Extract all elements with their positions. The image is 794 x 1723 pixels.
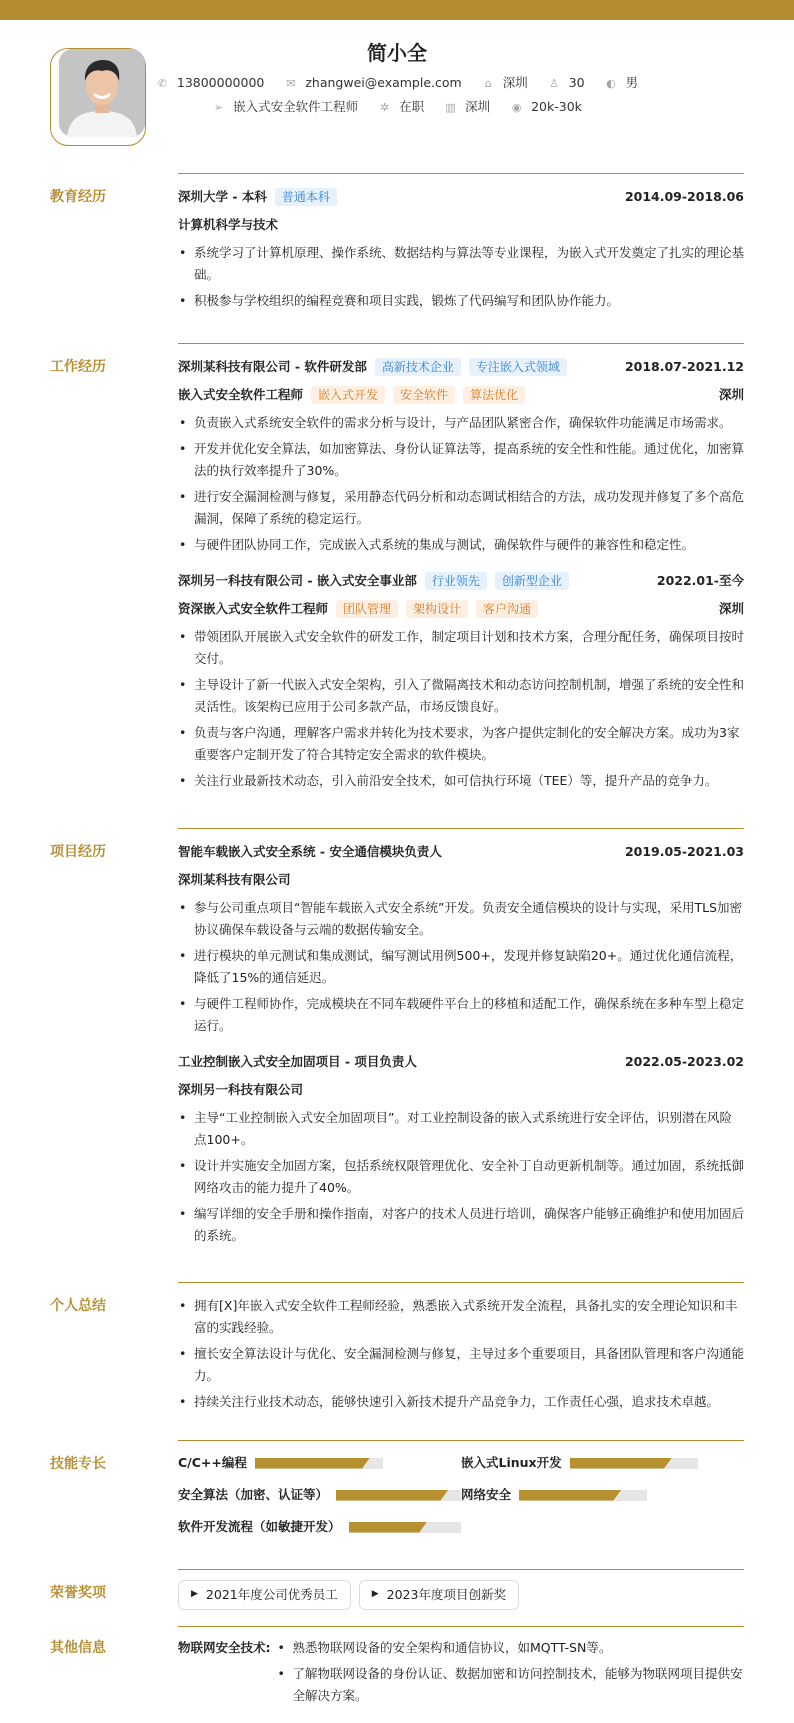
top-accent-bar [0,0,794,20]
list-item: • 进行安全漏洞检测与修复，采用静态代码分析和动态调试相结合的方法，成功发现并修复了多个高危漏洞，保障了系统的稳定运行。 [178,486,744,530]
project-bullets [178,897,744,1037]
skill-bar [570,1458,698,1469]
role-name: 嵌入式安全软件工程师 [178,386,304,402]
skill-item [178,1479,461,1511]
status-item [378,98,424,117]
project-entry [178,1051,744,1247]
list-item: • 与硬件工程师协作，完成模块在不同车载硬件平台上的移植和适配工作，确保系统在多种车型上稳定运行。 [178,993,744,1037]
skill-item [461,1447,744,1479]
role-tag: 安全软件 [393,386,455,404]
role-tag: 嵌入式开发 [311,386,385,404]
list-item: • 主导“工业控制嵌入式安全加固项目”。对工业控制设备的嵌入式系统进行安全评估，识别潜在风险点100+。 [178,1107,744,1151]
project-header-row [178,841,744,863]
list-item: • 了解物联网设备的身份认证、数据加密和访问控制技术，能够为物联网项目提供安全解决方案。 [277,1663,745,1707]
skill-name: 嵌入式Linux开发 [461,1454,562,1470]
work-entry [178,356,744,556]
mail-icon: ✉ [286,77,296,90]
project-company: 深圳某科技有限公司 [178,871,291,887]
project-date: 2019.05-2021.03 [624,843,744,859]
work-title: 工作经历 [50,359,106,375]
skill-bar-fill [336,1490,448,1501]
work-date: 2022.01-至今 [656,572,744,588]
city-value: 深圳 [502,75,528,90]
work-body [178,343,744,802]
project-header-row [178,1051,744,1073]
award-name: 2021年度公司优秀员工 [205,1586,338,1602]
gender-icon: ◐ [606,77,616,90]
other-body [178,1626,744,1711]
role-name: 资深嵌入式安全软件工程师 [178,600,329,616]
skill-bar [255,1458,383,1469]
cake-icon: ♙ [549,77,560,90]
list-item: • 与硬件团队协同工作，完成嵌入式系统的集成与测试，确保软件与硬件的兼容性和稳定性。 [178,534,744,556]
awards-title: 荣誉奖项 [50,1585,106,1601]
gender-value: 男 [625,75,639,90]
work-bullets [178,412,744,556]
project-date: 2022.05-2023.02 [624,1053,744,1069]
skills-body [178,1440,744,1543]
list-item: • 拥有[X]年嵌入式安全软件工程师经验，熟悉嵌入式系统开发全流程，具备扎实的安全理论知识和丰富的实践经验。 [178,1295,744,1339]
company-tag: 专注嵌入式领域 [469,358,567,376]
project-name: 工业控制嵌入式安全加固项目 - 项目负责人 [178,1053,417,1069]
play-icon: ▶ [371,1589,379,1600]
role-tag: 团队管理 [336,600,398,618]
send-icon: ➢ [213,101,224,114]
age-item [548,74,585,93]
company-name: 深圳某科技有限公司 - 软件研发部 [178,358,367,374]
education-date: 2014.09-2018.06 [624,188,744,204]
age-value: 30 [568,75,585,90]
salary-item [510,98,582,117]
skills-title: 技能专长 [50,1456,106,1472]
company-tag: 行业领先 [425,572,487,590]
summary-bullets [178,1295,744,1413]
other-title: 其他信息 [50,1640,106,1656]
skill-name: 网络安全 [461,1486,512,1502]
work-bullets [178,626,744,792]
skill-name: C/C++编程 [178,1454,247,1470]
major: 计算机科学与技术 [178,216,279,232]
status-icon: ✲ [379,101,390,114]
other-label: 物联网安全技术: [178,1640,271,1655]
list-item: • 关注行业最新技术动态，引入前沿安全技术，如可信执行环境（TEE）等，提升产品的竞争力。 [178,770,744,792]
list-item: • 参与公司重点项目“智能车载嵌入式安全系统”开发。负责安全通信模块的设计与实现，采用TLS加密协议确保车载设备与云端的数据传输安全。 [178,897,744,941]
list-item: • 编写详细的安全手册和操作指南，对客户的技术人员进行培训，确保客户能够正确维护和使用加固后的系统。 [178,1203,744,1247]
education-bullets [178,242,744,312]
role-tag: 架构设计 [406,600,468,618]
work-location: 深圳 [718,386,744,402]
job-title-value: 嵌入式安全软件工程师 [233,99,359,114]
work-location: 深圳 [718,600,744,616]
list-item: • 擅长安全算法设计与优化、安全漏洞检测与修复，主导过多个重要项目，具备团队管理和客户沟通能力。 [178,1343,744,1387]
skill-bar [336,1490,461,1501]
other-content [178,1637,744,1711]
contact-info-row [0,74,794,93]
job-title-item [212,98,358,117]
phone-item [156,74,264,93]
skills-list [178,1447,744,1543]
work-entry-header [178,570,744,592]
project-name: 智能车载嵌入式安全系统 - 安全通信模块负责人 [178,843,442,859]
education-header-row [178,186,744,208]
role-tag: 客户沟通 [476,600,538,618]
city-item [482,74,528,93]
list-item: • 熟悉物联网设备的安全架构和通信协议，如MQTT-SN等。 [277,1637,745,1659]
phone-icon: ✆ [157,77,167,90]
skill-bar-fill [570,1458,672,1469]
gender-item [605,74,639,93]
list-item: • 设计并实施安全加固方案，包括系统权限管理优化、安全补丁自动更新机制等。通过加固，系统抵御网络攻击的能力提升了40%。 [178,1155,744,1199]
award-item [178,1580,351,1610]
skill-bar [349,1522,461,1533]
play-icon: ▶ [191,1589,198,1600]
list-item: • 开发并优化安全算法，如加密算法、身份认证算法等，提高系统的安全性和性能。通过优化，加密算法的执行效率提升了30%。 [178,438,744,482]
role-row [178,598,744,620]
project-company: 深圳另一科技有限公司 [178,1081,304,1097]
list-item: • 负责与客户沟通，理解客户需求并转化为技术要求，为客户提供定制化的安全解决方案。成功为3家重要客户定制开发了符合其特定安全需求的软件模块。 [178,722,744,766]
skill-bar [519,1490,647,1501]
role-tag: 算法优化 [463,386,525,404]
education-body [178,173,744,316]
work-date: 2018.07-2021.12 [624,358,744,374]
company-tag: 创新型企业 [495,572,569,590]
skill-name: 安全算法（加密、认证等） [178,1486,329,1502]
coin-icon: ◉ [511,101,522,114]
skill-bar-fill [519,1490,621,1501]
list-item: • 系统学习了计算机原理、操作系统、数据结构与算法等专业课程，为嵌入式开发奠定了扎实的理论基础。 [178,242,744,286]
work-entry-header [178,356,744,378]
awards-list [178,1580,744,1610]
awards-body [178,1569,744,1610]
projects-body [178,828,744,1257]
candidate-name: 简小全 [367,41,427,65]
skill-bar-fill [349,1522,428,1533]
salary-value: 20k-30k [531,99,582,114]
list-item: • 带领团队开展嵌入式安全软件的研发工作，制定项目计划和技术方案，合理分配任务，确保项目按时交付。 [178,626,744,670]
company-tag: 高新技术企业 [375,358,461,376]
list-item: • 持续关注行业技术动态，能够快速引入新技术提升产品竞争力，工作责任心强，追求技术卓越。 [178,1391,744,1413]
company-name: 深圳另一科技有限公司 - 嵌入式安全事业部 [178,572,417,588]
building-icon: ▥ [445,101,456,114]
skill-name: 软件开发流程（如敏捷开发） [178,1518,341,1534]
skill-item [178,1447,461,1479]
target-city-value: 深圳 [465,99,491,114]
project-bullets [178,1107,744,1247]
education-title: 教育经历 [50,189,106,205]
school-name: 深圳大学 - 本科 [178,188,267,204]
projects-title: 项目经历 [50,844,106,860]
summary-body [178,1282,744,1417]
email-value: zhangwei@example.com [305,75,462,90]
list-item: • 主导设计了新一代嵌入式安全架构，引入了微隔离技术和动态访问控制机制，增强了系统的安全性和灵活性。该架构已应用于公司多款产品，市场反馈良好。 [178,674,744,718]
email-item [284,74,461,93]
role-row [178,384,744,406]
skill-item [178,1511,461,1543]
skill-item [461,1479,744,1511]
list-item: • 进行模块的单元测试和集成测试，编写测试用例500+，发现并修复缺陷20+。通过优化通信流程，降低了15%的通信延迟。 [178,945,744,989]
target-city-item [444,98,490,117]
status-value: 在职 [399,99,425,114]
phone-value: 13800000000 [176,75,265,90]
home-icon: ⌂ [484,77,492,90]
summary-title: 个人总结 [50,1298,106,1314]
other-bullets [277,1637,745,1711]
skill-bar-fill [255,1458,370,1469]
work-entry [178,570,744,792]
award-name: 2023年度项目创新奖 [386,1586,506,1602]
project-entry [178,841,744,1037]
award-item [359,1580,519,1610]
list-item: • 积极参与学校组织的编程竞赛和项目实践，锻炼了代码编写和团队协作能力。 [178,290,744,312]
list-item: • 负责嵌入式系统安全软件的需求分析与设计，与产品团队紧密合作，确保软件功能满足市场需求。 [178,412,744,434]
education-tag: 普通本科 [275,188,337,206]
job-intent-row [0,98,794,117]
